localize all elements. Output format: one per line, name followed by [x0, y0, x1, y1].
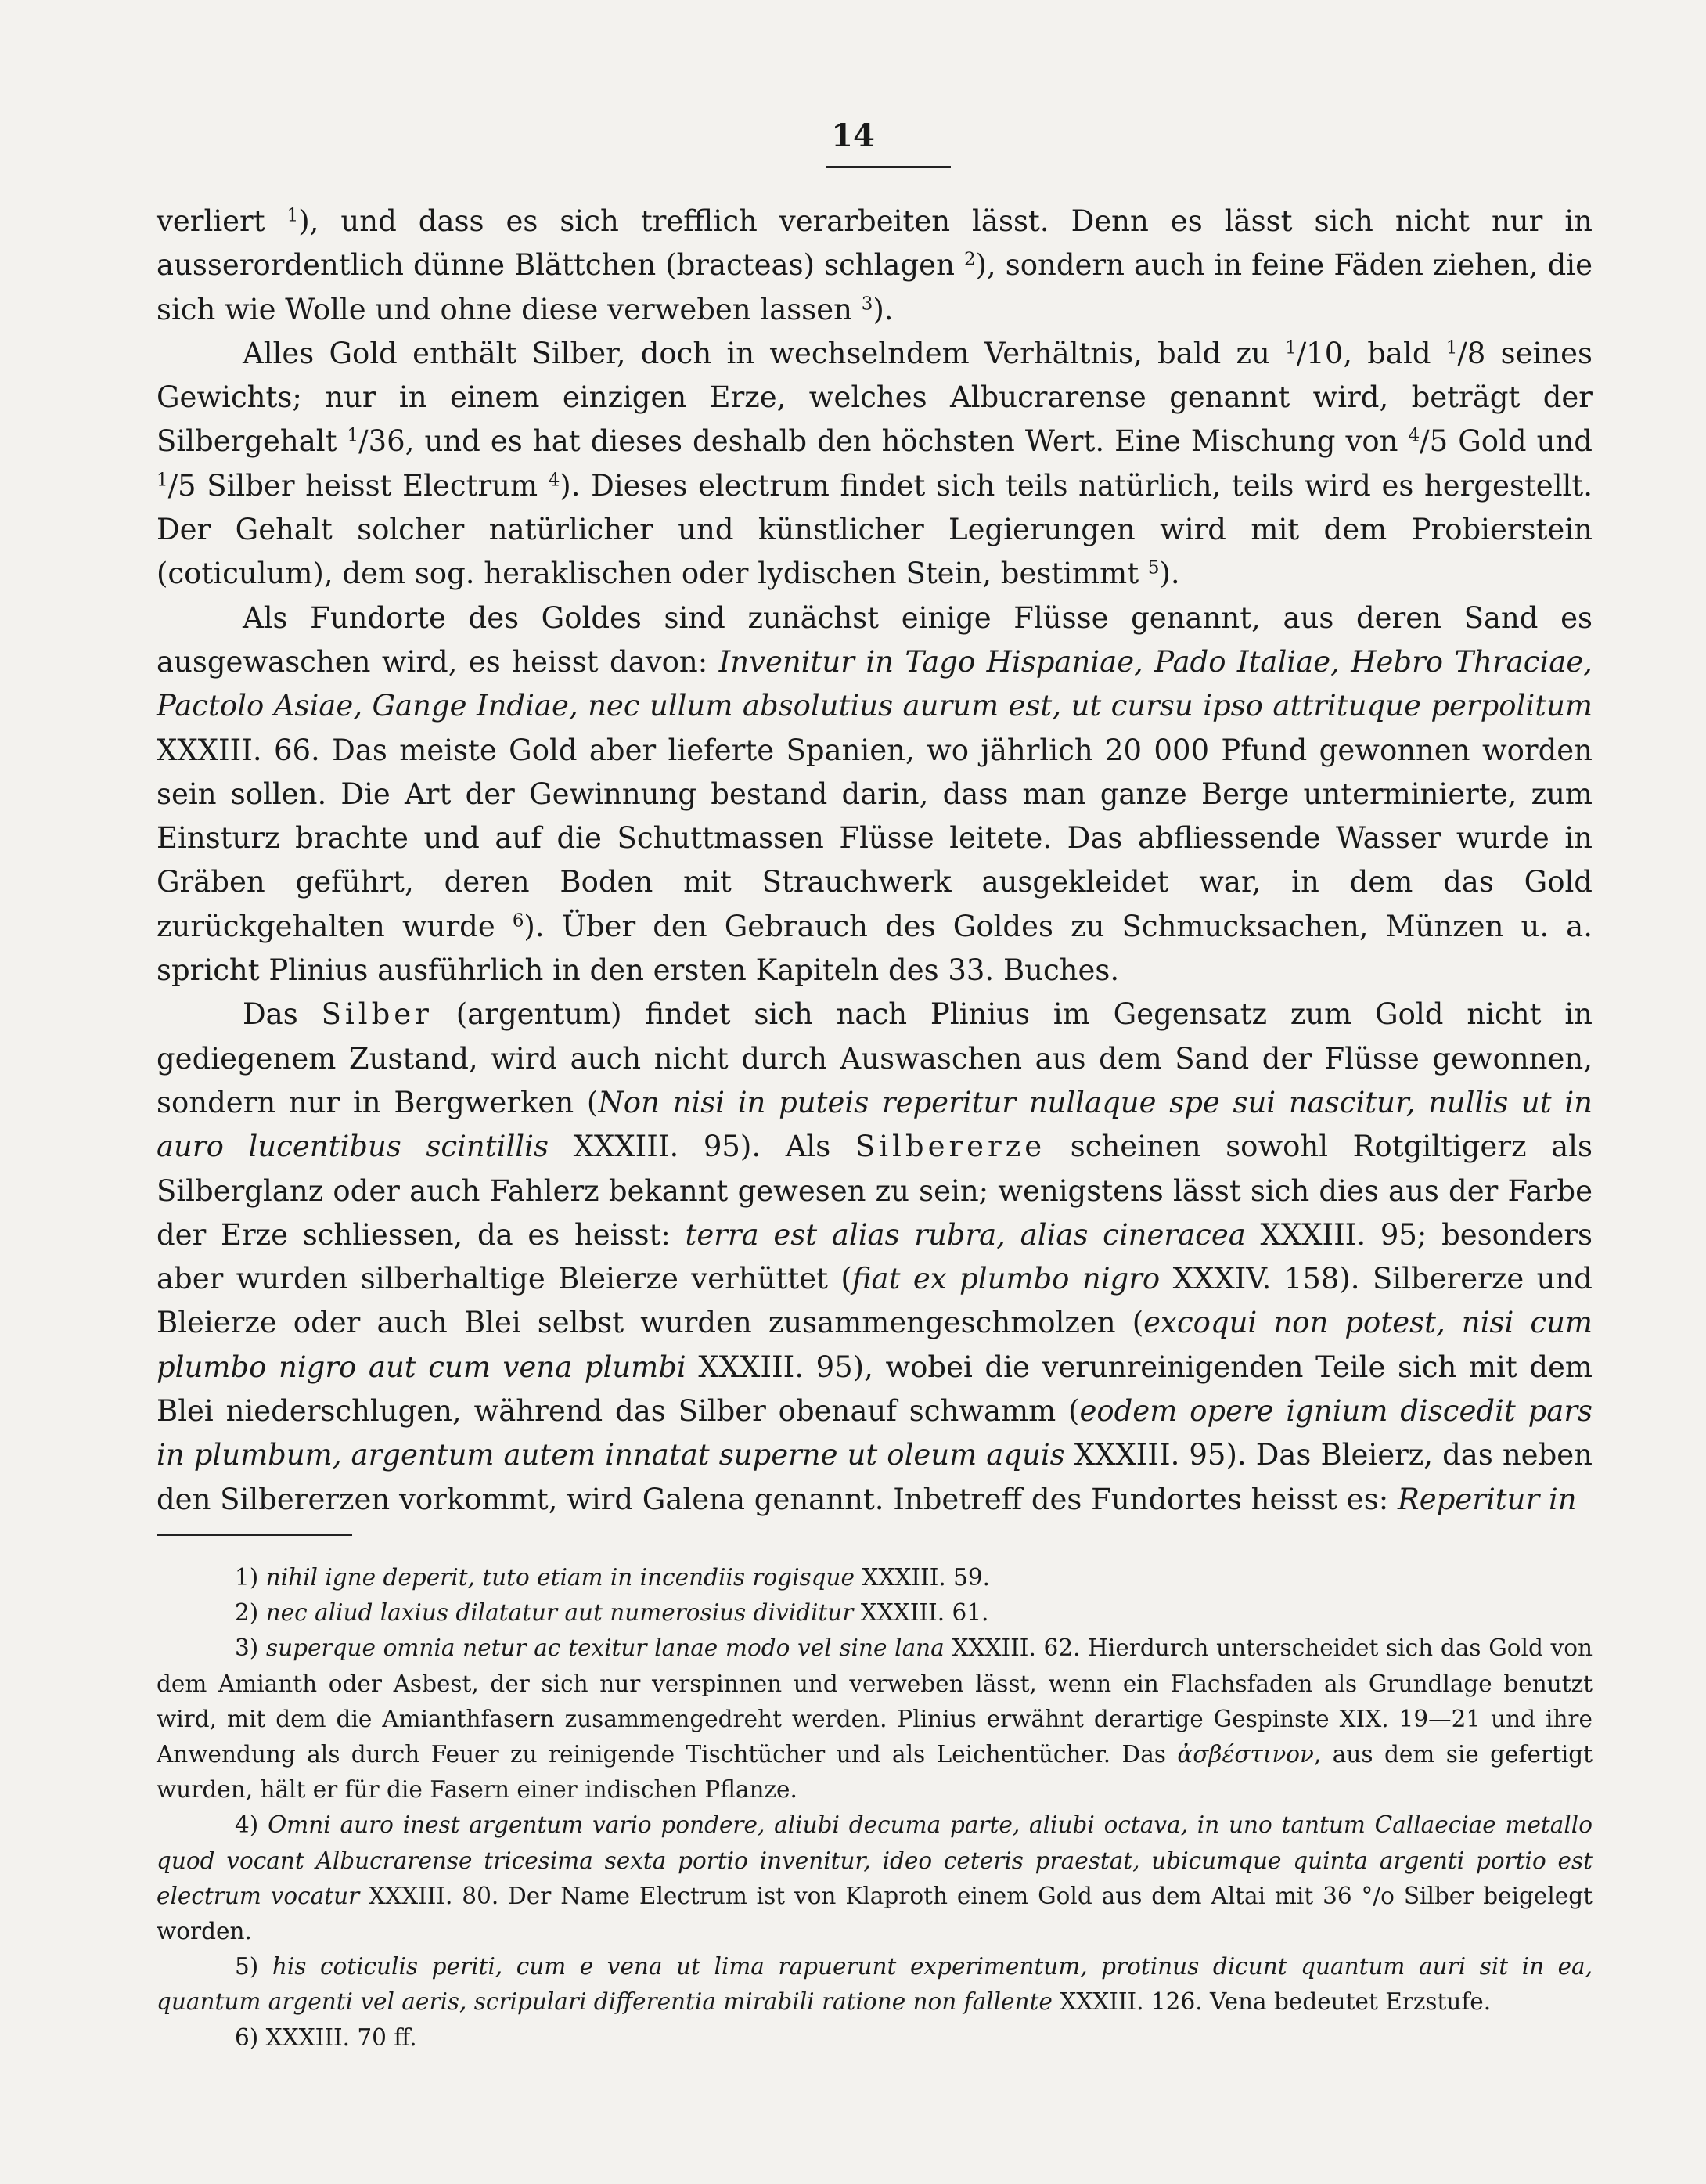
text-run: XXXIII. 66. Das meiste Gold aber lieferte Spanien, wo jährlich 20 000 Pfund gewonnen worden sein sollen. Die Art der Gewinnung bestand darin, dass man ganze Berge unterminierte, zum Einsturz brachte und auf die Schuttmassen Flüsse leitete. Das abfliessende Wasser wurde in Gräben geführt, deren Boden mit Strauchwerk ausgekleidet war, in dem das Gold zurückgehalten wurde: [157, 733, 1593, 943]
text-run: XXXIV. 158). Silbererze und Bleierze oder auch Blei selbst wurden zusammengeschmolzen (: [157, 1262, 1593, 1340]
text-run: /10, bald: [1296, 336, 1446, 370]
text-run: XXXIII. 95). Das Bleierz, das neben den Silbererzen vorkommt, wird Galena genannt. Inbetreff des Fundortes heisst es:: [157, 1438, 1593, 1516]
italic-text: Reperitur in: [1397, 1482, 1577, 1516]
italic-text: nihil igne deperit, tuto etiam in incendiis rogisque: [265, 1564, 855, 1591]
body-text: [157, 200, 1593, 1522]
footnote-ref: 3: [861, 293, 873, 314]
text-run: Alles Gold enthält Silber, doch in wechselndem Verhältnis, bald zu: [243, 336, 1286, 370]
text-run: ), sondern auch in feine Fäden ziehen, die sich wie Wolle und ohne diese verweben lassen: [157, 248, 1593, 326]
text-run: XXXIII. 80. Der Name Electrum ist von Klaproth einem Gold aus dem Altai mit 36 °/o Silber beigelegt worden.: [157, 1882, 1593, 1945]
italic-text: eodem opere ignium discedit pars in plumbum, argentum autem innatat superne ut oleum aquis: [157, 1394, 1593, 1472]
page-number: 14: [831, 117, 875, 154]
italic-text: ἀσβέστινον: [1177, 1741, 1314, 1768]
italic-text: Non nisi in puteis reperitur nullaque spe sui nascitur, nullis ut in auro lucentibus scintillis: [157, 1085, 1593, 1164]
text-run: /5 Gold und: [1420, 424, 1593, 459]
text-run: 2): [235, 1599, 266, 1627]
footnote-ref: 1: [347, 425, 359, 446]
italic-text: superque omnia netur ac texitur lanae modo vel sine lana: [266, 1634, 945, 1662]
text-run: XXXIII. 95; besonders aber wurden silberhaltige Bleierze verhüttet (: [157, 1217, 1593, 1296]
footnote: [157, 1595, 1593, 1631]
footnotes: [157, 1560, 1593, 2056]
text-run: , aus dem sie gefertigt wurden, hält er für die Fasern einer indischen Pflanze.: [157, 1741, 1593, 1804]
text-run: ).: [873, 292, 894, 326]
text-run: /5 Silber heisst Electrum: [167, 468, 549, 503]
page-number-rule: [826, 166, 951, 168]
italic-text: excoqui non potest, nisi cum plumbo nigro aut cum vena plumbi: [157, 1306, 1593, 1384]
footnote-ref: 4: [1408, 425, 1420, 446]
footnote-ref: 6: [512, 910, 524, 932]
text-run: Das: [243, 997, 322, 1032]
text-run: /8 seines Gewichts; nur in einem einzigen Erze, welches Albucrarense genannt wird, beträgt der Silbergehalt: [157, 336, 1593, 459]
text-run: 6) XXXIII. 70 ff.: [235, 2024, 417, 2051]
italic-text: fiat ex plumbo nigro: [851, 1262, 1161, 1296]
italic-text: nec aliud laxius dilatatur aut numerosius dividitur: [265, 1599, 854, 1627]
paragraph: [157, 332, 1593, 596]
text-run: ), und dass es sich trefflich verarbeiten lässt. Denn es lässt sich nicht nur in ausserordentlich dünne Blättchen (bracteas) schlagen: [157, 204, 1593, 283]
italic-text: Invenitur in Tago Hispaniae, Pado Italiae, Hebro Thraciae, Pactolo Asiae, Gange Indiae, nec ullum absolutius aurum est, ut cursu ipso attrituque perpolitum: [157, 644, 1593, 723]
text-run: ). Dieses electrum findet sich teils natürlich, teils wird es hergestellt. Der Gehalt solcher natürlicher und künstlicher Legierungen wird mit dem Probierstein (coticulum), dem sog. heraklischen oder lydischen Stein, bestimmt: [157, 468, 1593, 591]
text-run: XXXIII. 126. Vena bedeutet Erzstufe.: [1052, 1988, 1492, 2016]
text-run: Als Fundorte des Goldes sind zunächst einige Flüsse genannt, aus deren Sand es ausgewaschen wird, es heisst davon:: [157, 600, 1593, 679]
footnote: [157, 1631, 1593, 1807]
text-run: ). Über den Gebrauch des Goldes zu Schmucksachen, Münzen u. a. spricht Plinius ausführlich in den ersten Kapiteln des 33. Buches.: [157, 909, 1593, 988]
footnote-ref: 1: [286, 205, 299, 226]
footnote: [157, 1949, 1593, 2020]
text-run: XXXIII. 59.: [855, 1564, 991, 1591]
text-run: XXXIII. 95), wobei die verunreinigenden Teile sich mit dem Blei niederschlugen, während das Silber obenauf schwamm (: [157, 1350, 1593, 1429]
paragraph: [157, 200, 1593, 332]
footnote: [157, 1807, 1593, 1949]
footnote-ref: 1: [1445, 337, 1458, 359]
text-run: 4): [235, 1811, 268, 1839]
footnote: [157, 2020, 1593, 2056]
footnote-ref: 1: [1285, 337, 1297, 359]
italic-text: his coticulis periti, cum e vena ut lima rapuerunt experimentum, protinus dicunt quantum auri sit in ea, quantum argenti vel aeris, scripulari differentia mirabili ratione non fallente: [157, 1953, 1593, 2016]
text-run: 1): [235, 1564, 266, 1591]
footnote: [157, 1560, 1593, 1595]
text-run: XXXIII. 61.: [853, 1599, 989, 1627]
footnote-ref: 2: [963, 249, 976, 270]
footnote-ref: 1: [157, 470, 168, 491]
spaced-term: Silber: [321, 997, 433, 1032]
paragraph: [157, 596, 1593, 993]
text-run: (argentum) findet sich nach Plinius im Gegensatz zum Gold nicht in gediegenem Zustand, wird auch nicht durch Auswaschen aus dem Sand der Flüsse gewonnen, sondern nur in Bergwerken (: [157, 997, 1593, 1119]
text-run: 3): [235, 1634, 267, 1662]
text-run: ).: [1159, 557, 1180, 591]
text-run: XXXIII. 62. Hierdurch unterscheidet sich das Gold von dem Amianth oder Asbest, der sich nur verspinnen und verweben lässt, wenn ein Flachsfaden als Grundlage benutzt wird, mit dem die Amianthfasern zusammengedreht werden. Plinius erwähnt derartige Gespinste XIX. 19—21 und ihre Anwendung als durch Feuer zu reinigende Tischtücher und als Leichentücher. Das: [157, 1634, 1593, 1768]
text-run: verliert: [157, 204, 287, 238]
paragraph: [157, 993, 1593, 1522]
text-run: 5): [235, 1953, 272, 1980]
italic-text: terra est alias rubra, alias cineracea: [685, 1217, 1246, 1252]
text-run: scheinen sowohl Rotgiltigerz als Silberglanz oder auch Fahlerz bekannt gewesen zu sein; wenigstens lässt sich dies aus der Farbe der Erze schliessen, da es heisst:: [157, 1130, 1593, 1252]
footnote-separator: [157, 1534, 352, 1536]
italic-text: Omni auro inest argentum vario pondere, aliubi decuma parte, aliubi octava, in uno tantum Callaeciae metallo quod vocant Albucrarense tricesima sexta portio invenitur, ideo ceteris praestat, ubicumque quinta argenti portio est electrum vocatur: [157, 1811, 1593, 1909]
footnote-ref: 4: [548, 470, 560, 491]
spaced-term: Silbererze: [855, 1130, 1046, 1164]
footnote-ref: 5: [1147, 557, 1160, 578]
text-run: /36, und es hat dieses deshalb den höchsten Wert. Eine Mischung von: [358, 424, 1409, 459]
text-run: XXXIII. 95). Als: [548, 1130, 855, 1164]
